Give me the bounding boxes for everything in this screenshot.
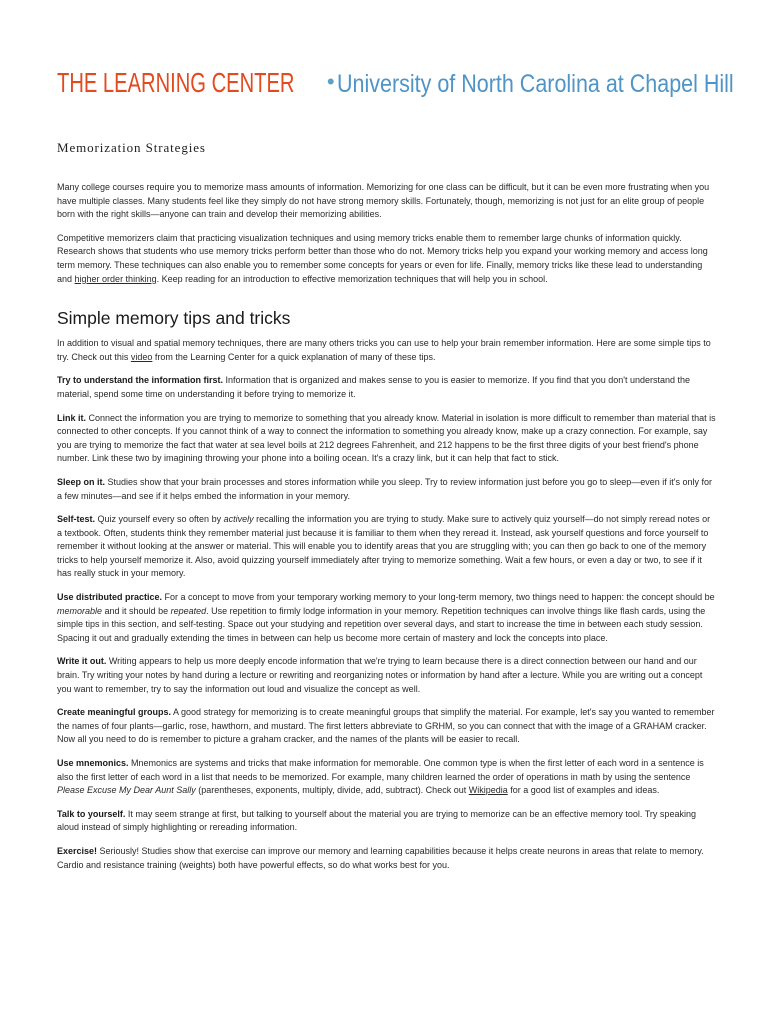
tip-understand bbox=[57, 374, 717, 401]
tip-text: Mnemonics are systems and tricks that make information for memorable. One common type is when the first letter of each word in a sentence is also the first letter of each word in a list that needs to be memorized. For example, many children learned the order of operations in math by using the sentence bbox=[57, 758, 704, 782]
tip-text: Seriously! Studies show that exercise can improve our memory and learning capabilities because it helps create neurons in areas that relate to memory. Cardio and resistance training (weights) both have powerful effects, so do what works best for you. bbox=[57, 845, 704, 870]
tip-text: and it should be bbox=[102, 605, 171, 616]
tip-self-test bbox=[57, 513, 717, 581]
tip-distributed-practice bbox=[57, 591, 717, 645]
tip-title: Create meaningful groups. bbox=[57, 707, 172, 718]
document-title: Memorization Strategies bbox=[57, 140, 206, 155]
tip-sleep bbox=[57, 476, 717, 503]
tip-text: (parentheses, exponents, multiply, divide, add, subtract). Check out bbox=[195, 785, 469, 796]
tip-text: . Use repetition to firmly lodge information in your memory. Repetition techniques can involve things like flash cards, using the simple tips in this section, and self-testing. Space out your studying and repetition over several days, and start to increase the time in between each study session. Spacing it out and gradually extending the times in between can help us become more certain of mastery and lock the concepts into place. bbox=[57, 605, 706, 643]
tip-text: Writing appears to help us more deeply encode information that we're trying to learn because there is a direct connection between our hand and our brain. Try writing your notes by hand during a lecture or rewriting and reorganizing notes or information by hand after a lecture. While you are writing out a concept you want to remember, try to say the information out loud and visualize the concept as well. bbox=[57, 656, 703, 694]
tip-title: Link it. bbox=[57, 412, 86, 423]
section-intro-text-end: from the Learning Center for a quick explanation of many of these tips. bbox=[152, 351, 436, 362]
tip-title: Use distributed practice. bbox=[57, 592, 163, 603]
tip-title: Try to understand the information first. bbox=[57, 375, 224, 386]
tip-write-it-out bbox=[57, 655, 717, 696]
tip-link-it bbox=[57, 412, 717, 466]
section-intro bbox=[57, 337, 717, 364]
tip-text: recalling the information you are trying to study. Make sure to actively quiz yourself—do not simply reread notes or a textbook. Often, students think they remember material just because it is familiar to them when they reread it. Instead, ask yourself questions and force yourself to remember it without looking at the answer or material. This will enable you to identify areas that you are struggling with; you can then go back to one of the memory tricks to help yourself memorize it. Also, avoid quizzing yourself immediately after trying to memorize something. Wait a few hours, or even a day or two, to see if it has really stuck in your memory. bbox=[57, 514, 711, 579]
intro-p2-text: Competitive memorizers claim that practicing visualization techniques and using memory tricks enable them to remember large chunks of information quickly. Research shows that students who use memory tricks perform better than those who do not. Memory tricks help you expand your working memory and access long term memory. These techniques can also enable you to remember some concepts for years or even for life. Finally, memory tricks like these lead to understanding and bbox=[57, 232, 708, 284]
intro-paragraph-1: Many college courses require you to memorize mass amounts of information. Memorizing for one class can be difficult, but it can be even more frustrating when you have multiple classes. Many students feel like they simply do not have strong memory skills. Fortunately, though, memorizing is not just for an elite group of people born with the right skills—anyone can train and develop their memorizing abilities. bbox=[57, 182, 710, 220]
intro-paragraph-2 bbox=[57, 232, 717, 286]
higher-order-thinking-link[interactable]: higher order thinking bbox=[74, 273, 157, 284]
tip-title: Exercise! bbox=[57, 845, 98, 856]
tip-emphasis: repeated bbox=[170, 605, 207, 616]
tip-text: For a concept to move from your temporary working memory to your long-term memory, two things need to happen: the concept should be bbox=[162, 592, 715, 603]
tip-text: It may seem strange at first, but talking to yourself about the material you are trying to memorize can be an effective memory tool. Try speaking aloud instead of simply highlighting or rereading information. bbox=[57, 808, 696, 833]
tip-mnemonics bbox=[57, 757, 717, 798]
section-intro-text: In addition to visual and spatial memory techniques, there are many others tricks you can use to help your brain remember information. Here are some simple tips to try. Check out this bbox=[57, 338, 711, 362]
tip-exercise bbox=[57, 845, 717, 872]
university-name: University of North Carolina at Chapel Hill bbox=[336, 70, 734, 98]
tip-talk-to-yourself bbox=[57, 808, 717, 835]
document-body bbox=[57, 181, 717, 882]
tip-emphasis: Please Excuse My Dear Aunt Sally bbox=[57, 785, 196, 796]
tip-meaningful-groups bbox=[57, 706, 717, 747]
intro-p2-text-end: . Keep reading for an introduction to effective memorization techniques that will help you in school. bbox=[156, 273, 548, 284]
tip-title: Sleep on it. bbox=[57, 476, 106, 487]
header-separator: • bbox=[326, 69, 335, 94]
tip-title: Talk to yourself. bbox=[57, 808, 126, 819]
tip-title: Use mnemonics. bbox=[57, 758, 129, 768]
tip-title: Write it out. bbox=[57, 656, 107, 667]
video-link[interactable]: video bbox=[130, 351, 153, 362]
tip-emphasis: memorable bbox=[57, 605, 103, 616]
tip-emphasis: actively bbox=[223, 514, 254, 525]
tip-title: Self-test. bbox=[57, 514, 96, 525]
tip-text: A good strategy for memorizing is to create meaningful groups that simplify the material. For example, let's say you wanted to remember the names of four plants—garlic, rose, hawthorn, and mustard. The first letters abbreviate to GRHM, so you can connect that with the image of a GRAHAM cracker. Now all you need to do is remember to picture a graham cracker, and the names of the plants will be easier to recall. bbox=[57, 707, 715, 745]
page-header bbox=[57, 64, 737, 106]
tip-text: for a good list of examples and ideas. bbox=[507, 785, 660, 796]
tip-text: Information that is organized and makes sense to you is easier to memorize. If you find that you don't understand the material, spend some time on understanding it before trying to memorize it. bbox=[57, 375, 690, 399]
tip-text: Studies show that your brain processes and stores information while you sleep. Try to review information just before you go to sleep—even if it's only for a few minutes—and see if it helps embed the information in your memory. bbox=[57, 476, 713, 501]
wikipedia-link[interactable]: Wikipedia bbox=[468, 785, 508, 796]
tip-text: Quiz yourself every so often by bbox=[95, 514, 224, 525]
tip-text: Connect the information you are trying to memorize to something that you already know. Material in isolation is more difficult to remember than material that is connected to other concepts. If you cannot think of a way to connect the information to something you already know, make up a crazy connection. For example, say you are trying to memorize the fact that water at sea level boils at 212 degrees Fahrenheit, and 212 happens to be the first three digits of your best friend's phone number. Link these two by imagining throwing your phone into a boiling ocean. It's a crazy link, but it can help that fact to stick. bbox=[57, 412, 716, 464]
learning-center-logo: THE LEARNING CENTER bbox=[57, 67, 295, 98]
section-heading: Simple memory tips and tricks bbox=[57, 308, 291, 329]
